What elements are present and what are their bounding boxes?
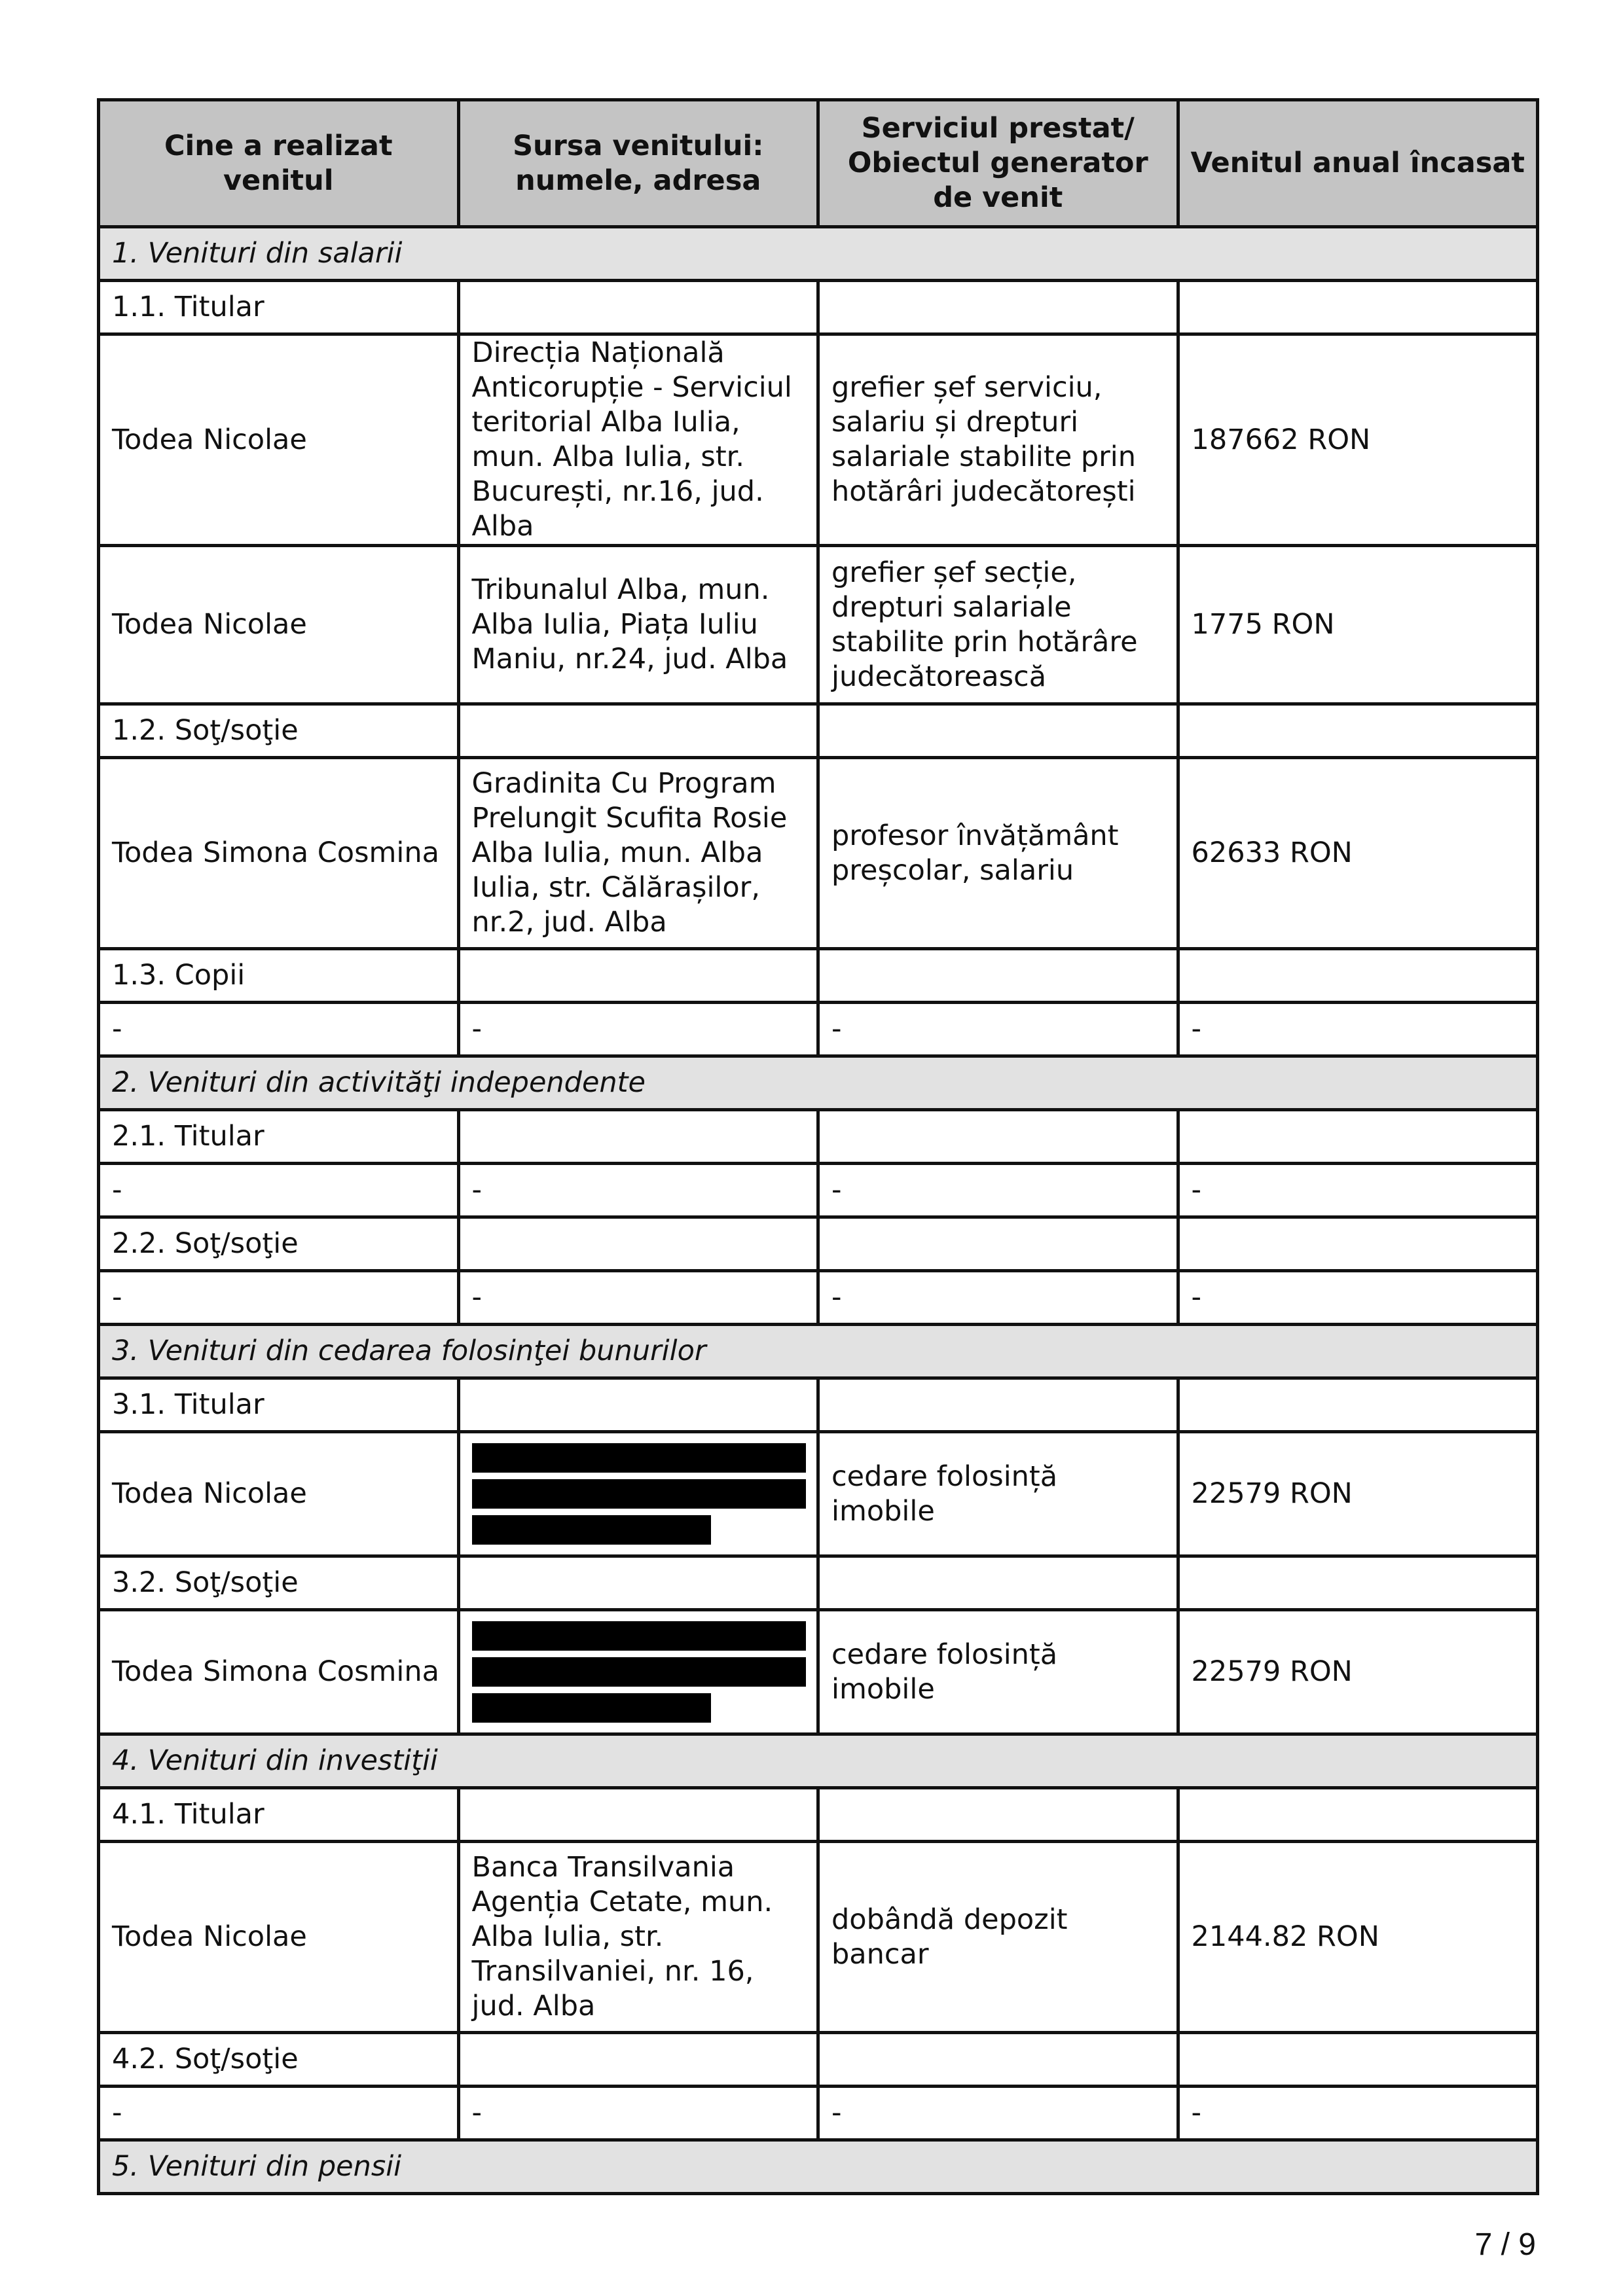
income-earner: Todea Nicolae: [99, 334, 459, 546]
empty-cell: [818, 281, 1178, 334]
dash-cell: -: [818, 1164, 1178, 1217]
subsection-label: 2.1. Titular: [99, 1110, 459, 1164]
empty-cell: [1178, 1110, 1538, 1164]
empty-cell: [1178, 704, 1538, 758]
income-service: dobândă depozit bancar: [818, 1842, 1178, 2033]
empty-entry-row: [99, 1003, 1538, 1056]
empty-cell: [458, 1788, 818, 1842]
subsection-row: [99, 1217, 1538, 1271]
dash-cell: -: [818, 1003, 1178, 1056]
empty-cell: [458, 1110, 818, 1164]
redaction-bar: [472, 1657, 806, 1687]
redaction-bar: [472, 1693, 711, 1723]
redaction-bar: [472, 1479, 806, 1509]
dash-cell: -: [99, 1164, 459, 1217]
empty-entry-row: [99, 2087, 1538, 2140]
subsection-row: [99, 1788, 1538, 1842]
empty-cell: [458, 281, 818, 334]
subsection-row: [99, 1556, 1538, 1610]
header-source: Sursa venitului: numele, adresa: [458, 100, 818, 227]
empty-cell: [1178, 281, 1538, 334]
redaction-block: [472, 1621, 807, 1723]
income-service: cedare folosință imobile: [818, 1432, 1178, 1556]
dash-cell: -: [1178, 1271, 1538, 1325]
empty-cell: [1178, 1378, 1538, 1432]
dash-cell: -: [818, 2087, 1178, 2140]
income-earner: Todea Simona Cosmina: [99, 758, 459, 949]
empty-cell: [818, 2033, 1178, 2087]
income-source-redacted: [458, 1610, 818, 1734]
empty-cell: [818, 949, 1178, 1003]
dash-cell: -: [458, 2087, 818, 2140]
income-source: Direcția Națională Anticorupție - Serviciul teritorial Alba Iulia, mun. Alba Iulia, str. București, nr.16, jud. Alba: [458, 334, 818, 546]
dash-cell: -: [458, 1271, 818, 1325]
income-table: [97, 98, 1539, 2195]
dash-cell: -: [1178, 2087, 1538, 2140]
section-row: [99, 1734, 1538, 1788]
table-body: [99, 227, 1538, 2194]
empty-cell: [458, 949, 818, 1003]
section-row: [99, 2140, 1538, 2194]
empty-cell: [1178, 1217, 1538, 1271]
income-row: [99, 1842, 1538, 2033]
empty-cell: [818, 704, 1178, 758]
subsection-label: 1.1. Titular: [99, 281, 459, 334]
section-title: 2. Venituri din activităţi independente: [99, 1056, 1538, 1110]
income-amount: 187662 RON: [1178, 334, 1538, 546]
income-row: [99, 546, 1538, 704]
header-who: Cine a realizat venitul: [99, 100, 459, 227]
empty-entry-row: [99, 1164, 1538, 1217]
subsection-label: 2.2. Soţ/soţie: [99, 1217, 459, 1271]
income-amount: 1775 RON: [1178, 546, 1538, 704]
income-service: profesor învățământ preșcolar, salariu: [818, 758, 1178, 949]
income-service: cedare folosință imobile: [818, 1610, 1178, 1734]
empty-cell: [1178, 1788, 1538, 1842]
empty-cell: [818, 1378, 1178, 1432]
subsection-label: 4.2. Soţ/soţie: [99, 2033, 459, 2087]
empty-cell: [818, 1556, 1178, 1610]
income-source: Tribunalul Alba, mun. Alba Iulia, Piața Iuliu Maniu, nr.24, jud. Alba: [458, 546, 818, 704]
subsection-row: [99, 949, 1538, 1003]
subsection-label: 4.1. Titular: [99, 1788, 459, 1842]
redaction-bar: [472, 1515, 711, 1545]
subsection-row: [99, 281, 1538, 334]
dash-cell: -: [1178, 1003, 1538, 1056]
income-service: grefier șef serviciu, salariu și drepturi salariale stabilite prin hotărâri judecătorești: [818, 334, 1178, 546]
section-row: [99, 227, 1538, 281]
table-header-row: [99, 100, 1538, 227]
dash-cell: -: [458, 1164, 818, 1217]
empty-cell: [1178, 949, 1538, 1003]
income-earner: Todea Nicolae: [99, 1432, 459, 1556]
income-earner: Todea Nicolae: [99, 1842, 459, 2033]
dash-cell: -: [99, 1271, 459, 1325]
subsection-label: 3.1. Titular: [99, 1378, 459, 1432]
empty-cell: [818, 1110, 1178, 1164]
dash-cell: -: [1178, 1164, 1538, 1217]
redaction-bar: [472, 1443, 806, 1473]
dash-cell: -: [99, 1003, 459, 1056]
income-row: [99, 758, 1538, 949]
empty-cell: [458, 1217, 818, 1271]
page-number: 7 / 9: [1474, 2227, 1536, 2262]
subsection-row: [99, 704, 1538, 758]
dash-cell: -: [818, 1271, 1178, 1325]
subsection-label: 1.3. Copii: [99, 949, 459, 1003]
subsection-row: [99, 1378, 1538, 1432]
income-source-redacted: [458, 1432, 818, 1556]
income-row: [99, 334, 1538, 546]
empty-cell: [818, 1788, 1178, 1842]
income-source: Banca Transilvania Agenția Cetate, mun. Alba Iulia, str. Transilvaniei, nr. 16, jud. Alba: [458, 1842, 818, 2033]
income-amount: 62633 RON: [1178, 758, 1538, 949]
income-amount: 2144.82 RON: [1178, 1842, 1538, 2033]
income-row: [99, 1610, 1538, 1734]
dash-cell: -: [99, 2087, 459, 2140]
subsection-row: [99, 1110, 1538, 1164]
empty-cell: [458, 1378, 818, 1432]
subsection-row: [99, 2033, 1538, 2087]
income-amount: 22579 RON: [1178, 1610, 1538, 1734]
income-amount: 22579 RON: [1178, 1432, 1538, 1556]
empty-cell: [458, 704, 818, 758]
empty-cell: [1178, 2033, 1538, 2087]
redaction-block: [472, 1443, 807, 1545]
income-earner: Todea Simona Cosmina: [99, 1610, 459, 1734]
section-title: 4. Venituri din investiţii: [99, 1734, 1538, 1788]
income-row: [99, 1432, 1538, 1556]
subsection-label: 3.2. Soţ/soţie: [99, 1556, 459, 1610]
empty-cell: [458, 1556, 818, 1610]
empty-cell: [818, 1217, 1178, 1271]
subsection-label: 1.2. Soţ/soţie: [99, 704, 459, 758]
income-earner: Todea Nicolae: [99, 546, 459, 704]
header-service: Serviciul prestat/ Obiectul generator de venit: [818, 100, 1178, 227]
section-row: [99, 1325, 1538, 1378]
empty-cell: [458, 2033, 818, 2087]
header-income: Venitul anual încasat: [1178, 100, 1538, 227]
section-title: 1. Venituri din salarii: [99, 227, 1538, 281]
empty-entry-row: [99, 1271, 1538, 1325]
section-title: 5. Venituri din pensii: [99, 2140, 1538, 2194]
redaction-bar: [472, 1621, 806, 1651]
income-service: grefier șef secție, drepturi salariale stabilite prin hotărâre judecătorească: [818, 546, 1178, 704]
section-row: [99, 1056, 1538, 1110]
income-source: Gradinita Cu Program Prelungit Scufita Rosie Alba Iulia, mun. Alba Iulia, str. Călărașilor, nr.2, jud. Alba: [458, 758, 818, 949]
section-title: 3. Venituri din cedarea folosinţei bunurilor: [99, 1325, 1538, 1378]
dash-cell: -: [458, 1003, 818, 1056]
empty-cell: [1178, 1556, 1538, 1610]
